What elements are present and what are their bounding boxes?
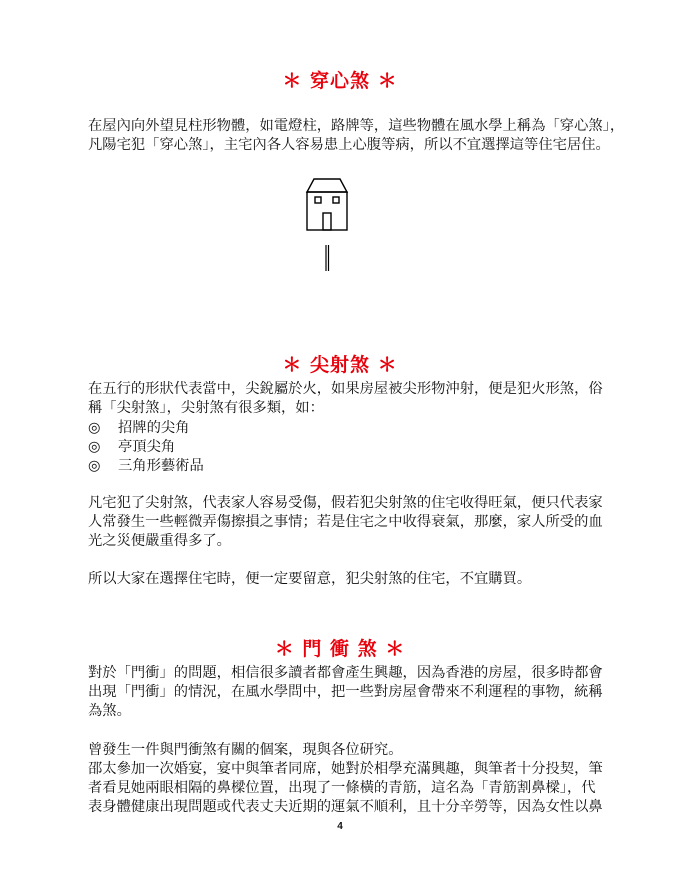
bullet-mark: ◎	[88, 420, 101, 436]
list-item	[88, 438, 175, 457]
text-line: 出現「門衝」的情況，在風水學問中，把一些對房屋會帶來不利運程的事物，統稱	[88, 684, 603, 700]
text-line: 邵太參加一次婚宴，宴中與筆者同席，她對於相學充滿興趣，與筆者十分投契，筆	[88, 761, 603, 777]
paragraph-jianshe-advice	[88, 570, 603, 589]
text-line: 對於「門衝」的問題，相信很多讀者都會產生興趣，因為香港的房屋，很多時都會	[88, 665, 603, 681]
text-line: 在屋內向外望見柱形物體，如電燈柱，路牌等，這些物體在風水學上稱為「穿心煞」，	[88, 118, 625, 134]
paragraph-menchong-intro	[88, 664, 603, 721]
bullet-mark: ◎	[88, 439, 101, 455]
pole-icon	[326, 245, 329, 271]
paragraph-jianshe-effects	[88, 494, 603, 551]
text-line: 為煞。	[88, 703, 131, 719]
text-line: 者看見她兩眼相隔的鼻樑位置，出現了一條橫的青筋，這名為「青筋割鼻樑」，代	[88, 780, 596, 796]
text-line: 光之災便嚴重得多了。	[88, 533, 231, 549]
house-pole-illustration	[300, 175, 360, 275]
text-line: 表身體健康出現問題或代表丈夫近期的運氣不順利，且十分辛勞等，因為女性以鼻	[88, 799, 603, 815]
list-item-text: 三角形藝術品	[118, 458, 204, 474]
bullet-mark: ◎	[88, 458, 101, 474]
text-line: 稱「尖射煞」，尖射煞有很多類，如：	[88, 400, 324, 416]
list-item	[88, 457, 204, 476]
text-line: 在五行的形狀代表當中，尖銳屬於火，如果房屋被尖形物沖射，便是犯火形煞，俗	[88, 381, 603, 397]
paragraph-jianshe-intro	[88, 380, 603, 418]
text-line: 曾發生一件與門衝煞有關的個案，現與各位研究。	[88, 742, 403, 758]
list-item-text: 亭頂尖角	[118, 439, 176, 455]
list-item-text: 招牌的尖角	[118, 420, 190, 436]
house-icon	[307, 179, 347, 230]
paragraph-chuanxin	[88, 117, 625, 155]
section-heading-jianshe: ＊ 尖射煞 ＊	[282, 354, 398, 376]
text-line: 凡陽宅犯「穿心煞」，主宅內各人容易患上心腹等病，所以不宜選擇這等住宅居住。	[88, 137, 610, 153]
paragraph-menchong-case	[88, 741, 603, 817]
page-number: 4	[337, 821, 343, 832]
section-heading-chuanxin: ＊ 穿心煞 ＊	[282, 70, 398, 92]
list-item	[88, 419, 189, 438]
text-line: 人常發生一些輕微弄傷擦損之事情；若是住宅之中收得衰氣，那麼，家人所受的血	[88, 514, 603, 530]
text-line: 所以大家在選擇住宅時，便一定要留意，犯尖射煞的住宅，不宜購買。	[88, 571, 532, 587]
text-line: 凡宅犯了尖射煞，代表家人容易受傷，假若犯尖射煞的住宅收得旺氣，便只代表家	[88, 495, 603, 511]
section-heading-menchong: ＊ 門 衝 煞 ＊	[274, 638, 406, 660]
